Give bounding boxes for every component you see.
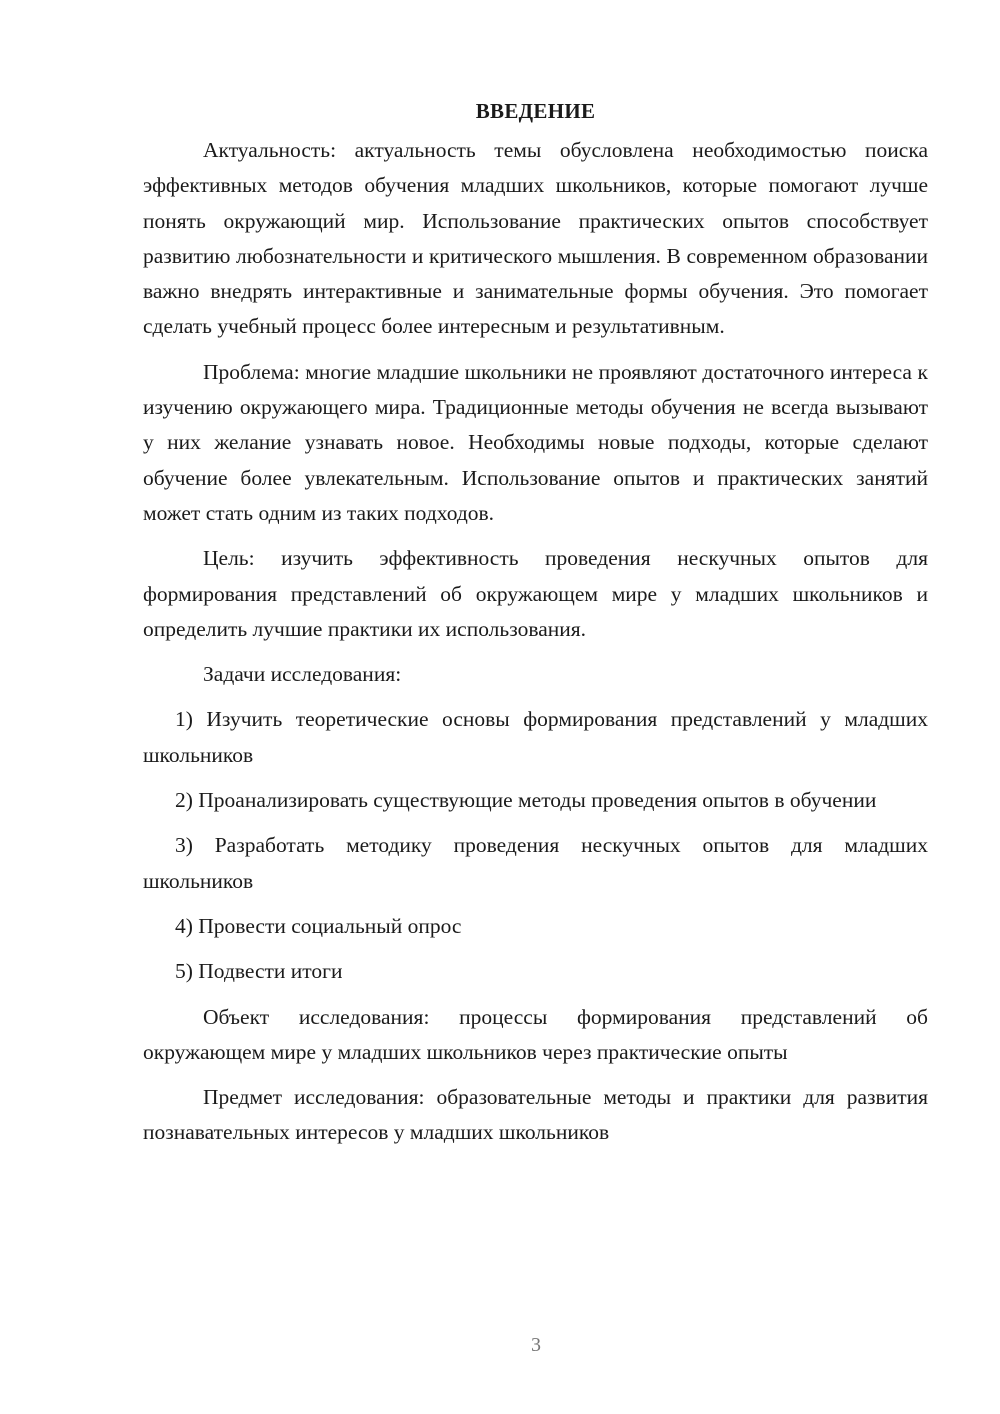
page-number: 3 xyxy=(531,1334,541,1356)
list-item: 4) Провести социальный опрос xyxy=(175,913,462,938)
document-page xyxy=(143,96,928,1161)
paragraph-object: Объект исследования: процессы формирования представлений об окружающем мире у младших школьников через практические опыты xyxy=(143,1004,928,1064)
paragraph-subject: Предмет исследования: образовательные методы и практики для развития познавательных интересов у младших школьников xyxy=(143,1085,928,1145)
paragraph-goal: Цель: изучить эффективность проведения нескучных опытов для формирования представлений об окружающем мире у младших школьников и определить лучшие практики их использования. xyxy=(143,546,928,641)
tasks-list xyxy=(143,702,928,989)
document-title: ВВЕДЕНИЕ xyxy=(475,99,596,123)
paragraph-problem: Проблема: многие младшие школьники не проявляют достаточного интереса к изучению окружающего мира. Традиционные методы обучения не всегда вызывают у них желание узнавать новое. Необходимы новые подходы, которые сделают обучение более увлекательным. Использование опытов и практических занятий может стать одним из таких подходов. xyxy=(143,359,928,525)
list-item: 2) Проанализировать существующие методы проведения опытов в обучении xyxy=(175,788,877,813)
list-item: 3) Разработать методику проведения нескучных опытов для младших школьников xyxy=(143,833,928,893)
paragraph-relevance: Актуальность: актуальность темы обусловлена необходимостью поиска эффективных методов обучения младших школьников, которые помогают лучше понять окружающий мир. Использование практических опытов способствует развитию любознательности и критического мышления. В современном образовании важно внедрять интерактивные и занимательные формы обучения. Это помогает сделать учебный процесс более интересным и результативным. xyxy=(143,138,928,339)
list-item: 1) Изучить теоретические основы формирования представлений у младших школьников xyxy=(143,707,928,767)
list-item: 5) Подвести итоги xyxy=(175,959,343,984)
tasks-heading: Задачи исследования: xyxy=(203,662,402,687)
